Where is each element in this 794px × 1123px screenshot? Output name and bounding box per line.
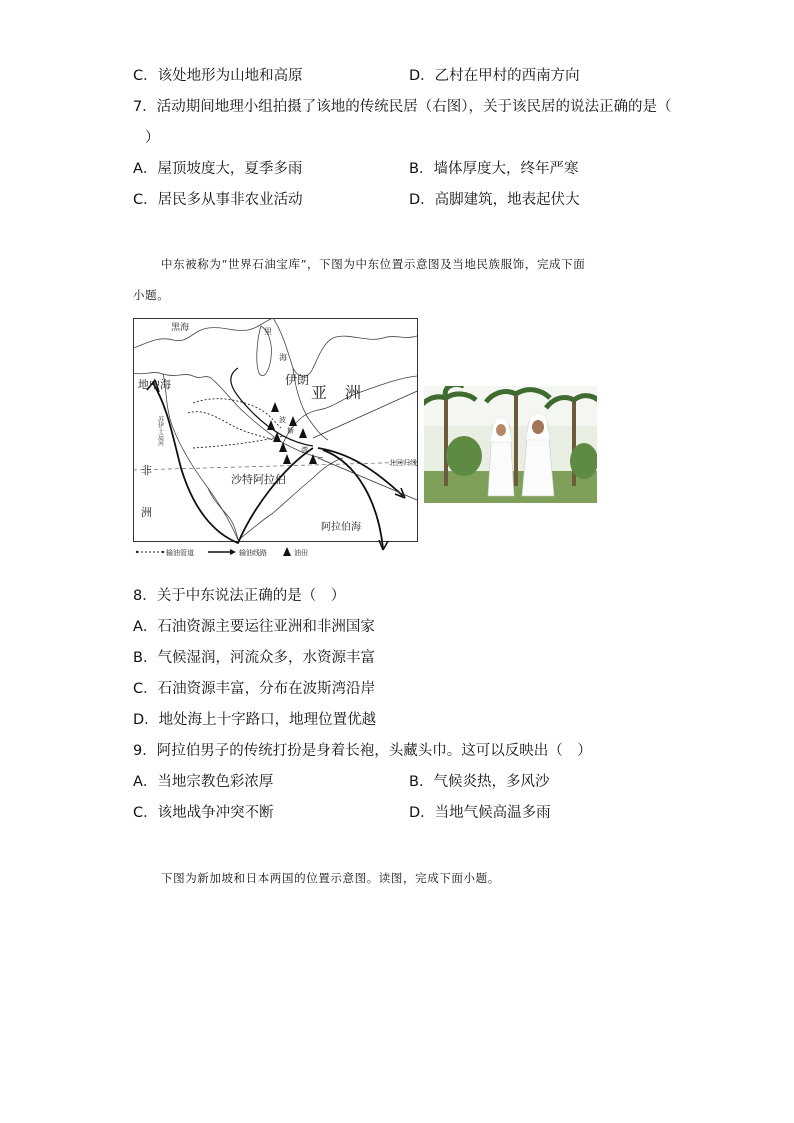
label-black-sea: 黑海 — [171, 323, 190, 333]
q7-stem: 7．活动期间地理小组拍摄了该地的传统民居（右图），关于该民居的说法正确的是（ — [133, 99, 672, 115]
q8-option-c: C．石油资源丰富，分布在波斯湾沿岸 — [133, 681, 376, 697]
q8-stem: 8．关于中东说法正确的是（ ） — [133, 588, 346, 604]
middle-east-map — [133, 318, 418, 558]
label-tropic: 北回归线 — [389, 459, 417, 467]
label-hai: 海 — [279, 353, 287, 362]
label-fei: 非 — [141, 464, 152, 477]
passage2-line1: 下图为新加坡和日本两国的位置示意图。读图，完成下面小题。 — [161, 871, 500, 885]
label-asia-zhou: 洲 — [345, 383, 362, 402]
label-asia-ya: 亚 — [311, 383, 328, 402]
legend-oilfield: 油田 — [294, 549, 308, 557]
q9-option-c: C．该地战争冲突不断 — [133, 805, 274, 821]
legend-route: 输油线路 — [239, 549, 267, 557]
q9-stem: 9．阿拉伯男子的传统打扮是身着长袍，头藏头巾。这可以反映出（ ） — [133, 743, 592, 759]
label-wan: 湾 — [301, 446, 308, 454]
label-zhou: 洲 — [141, 506, 152, 519]
q8-option-a: A．石油资源主要运往亚洲和非洲国家 — [133, 619, 375, 635]
label-mediterranean: 地中海 — [138, 378, 171, 391]
arab-dress-photo — [424, 386, 597, 503]
label-iran: 伊朗 — [285, 373, 310, 387]
label-arabian-sea: 阿拉伯海 — [321, 522, 361, 533]
q8-option-d: D．地处海上十字路口，地理位置优越 — [133, 712, 377, 728]
q9-option-b: B．气候炎热，多风沙 — [409, 774, 550, 790]
q9-option-d: D．当地气候高温多雨 — [409, 805, 551, 821]
label-saudi: 沙特阿拉伯 — [231, 473, 286, 486]
q6-option-d: D．乙村在甲村的西南方向 — [409, 68, 580, 84]
q7-option-d: D．高脚建筑，地表起伏大 — [409, 192, 580, 208]
label-suez: 苏伊士运河 — [156, 416, 164, 446]
q7-stem-end: ） — [145, 130, 160, 146]
passage1-line2: 小题。 — [133, 288, 170, 302]
q7-option-b: B．墙体厚度大，终年严寒 — [409, 161, 579, 177]
legend-pipeline: 输油管道 — [166, 549, 194, 557]
label-si: 斯 — [287, 427, 294, 435]
q6-option-c: C．该处地形为山地和高原 — [133, 68, 303, 84]
q7-option-c: C．居民多从事非农业活动 — [133, 192, 303, 208]
label-bo: 波 — [279, 416, 286, 424]
q7-option-a: A．屋顶坡度大，夏季多雨 — [133, 161, 303, 177]
label-li: 里 — [264, 327, 272, 336]
q9-option-a: A．当地宗教色彩浓厚 — [133, 774, 274, 790]
passage1-line1: 中东被称为“世界石油宝库”，下图为中东位置示意图及当地民族服饰，完成下面 — [161, 257, 586, 271]
map-legend — [136, 547, 308, 557]
q8-option-b: B．气候湿润，河流众多，水资源丰富 — [133, 650, 375, 666]
